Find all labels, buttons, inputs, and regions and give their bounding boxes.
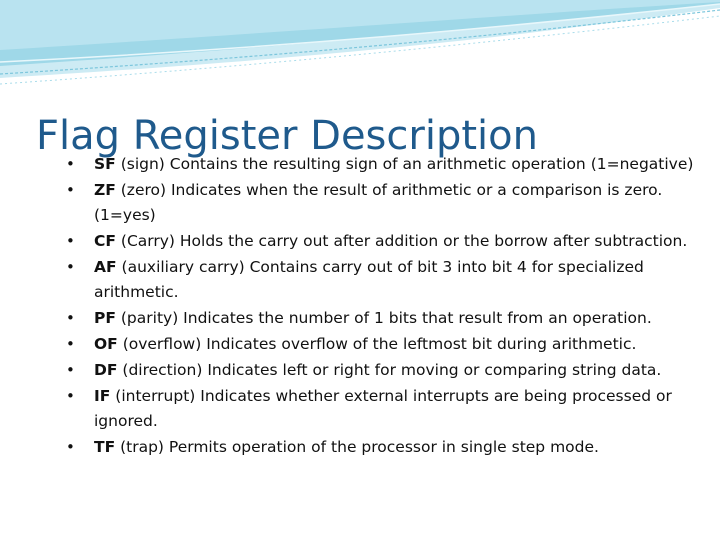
- bullet-item-df: [58, 358, 698, 383]
- flag-abbr: IF: [94, 387, 111, 405]
- bullet-item-of: [58, 332, 698, 357]
- bullet-item-tf: [58, 435, 698, 460]
- flag-description: (auxiliary carry) Contains carry out of bit 3 into bit 4 for specialized arithmetic.: [94, 258, 644, 301]
- bullet-icon: •: [66, 387, 75, 405]
- flag-abbr: DF: [94, 361, 118, 379]
- bullet-item-sf: [58, 152, 698, 177]
- flag-description: (overflow) Indicates overflow of the leftmost bit during arithmetic.: [117, 335, 637, 353]
- bullet-item-zf: [58, 178, 698, 228]
- flag-abbr: PF: [94, 309, 116, 327]
- flag-description: (zero) Indicates when the result of arithmetic or a comparison is zero. (1=yes): [94, 181, 663, 224]
- flag-abbr: ZF: [94, 181, 116, 199]
- bullet-item-af: [58, 255, 698, 305]
- slide-title: Flag Register Description: [36, 112, 538, 159]
- flag-abbr: CF: [94, 232, 116, 250]
- flag-abbr: OF: [94, 335, 118, 353]
- flag-abbr: TF: [94, 438, 116, 456]
- bullet-list: [58, 152, 698, 461]
- flag-abbr: AF: [94, 258, 117, 276]
- flag-description: (interrupt) Indicates whether external interrupts are being processed or ignored.: [94, 387, 672, 430]
- header-wave-decoration: [0, 0, 720, 90]
- bullet-item-pf: [58, 306, 698, 331]
- flag-abbr: SF: [94, 155, 116, 173]
- flag-description: (trap) Permits operation of the processor in single step mode.: [115, 438, 599, 456]
- bullet-icon: •: [66, 258, 75, 276]
- bullet-icon: •: [66, 181, 75, 199]
- bullet-icon: •: [66, 335, 75, 353]
- bullet-icon: •: [66, 438, 75, 456]
- flag-description: (Carry) Holds the carry out after addition or the borrow after subtraction.: [115, 232, 688, 250]
- bullet-item-cf: [58, 229, 698, 254]
- bullet-item-if: [58, 384, 698, 434]
- flag-description: (parity) Indicates the number of 1 bits that result from an operation.: [115, 309, 652, 327]
- bullet-icon: •: [66, 309, 75, 327]
- bullet-icon: •: [66, 232, 75, 250]
- bullet-icon: •: [66, 361, 75, 379]
- flag-description: (sign) Contains the resulting sign of an arithmetic operation (1=negative): [115, 155, 694, 173]
- bullet-icon: •: [66, 155, 75, 173]
- flag-description: (direction) Indicates left or right for moving or comparing string data.: [117, 361, 662, 379]
